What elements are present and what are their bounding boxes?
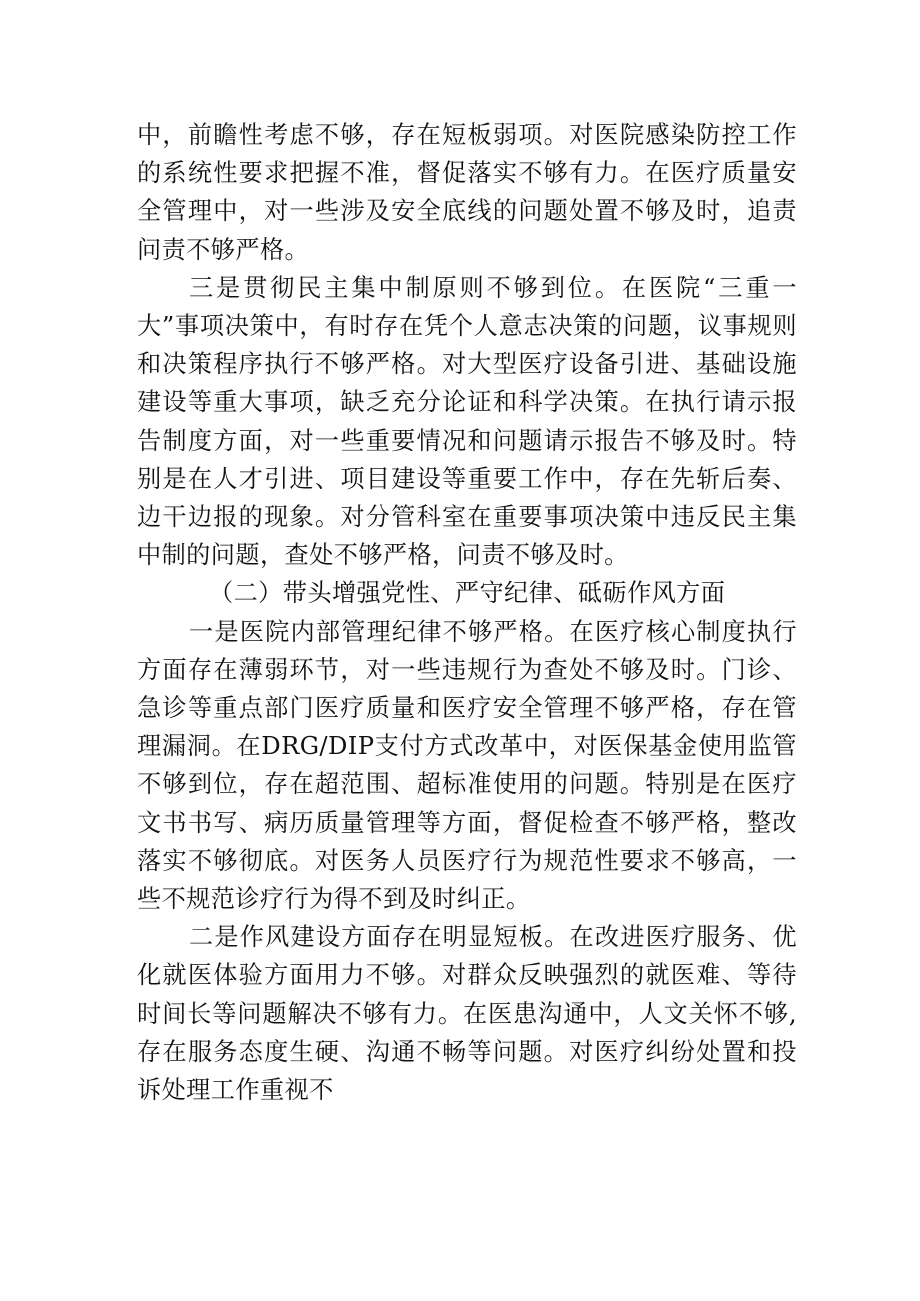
section-heading-party-discipline: （二）带头增强党性、严守纪律、砥砺作风方面 [209,579,726,608]
paragraph-continuation: 中，前瞻性考虑不够，存在短板弱项。对医院感染防控工作的系统性要求把握不准，督促落实不够有力。在医疗质量安全管理中，对一些涉及安全底线的问题处置不够及时，追责问责不够严格。 [137,121,797,264]
paragraph-work-style: 二是作风建设方面存在明显短板。在改进医疗服务、优化就医体验方面用力不够。对群众反映强烈的就医难、等待时间长等问题解决不够有力。在医患沟通中，人文关怀不够,存在服务态度生硬、沟通不畅等问题。对医疗纠纷处置和投诉处理工作重视不 [137,923,797,1105]
paragraph-democratic-centralism: 三是贯彻民主集中制原则不够到位。在医院“三重一大”事项决策中，有时存在凭个人意志决策的问题，议事规则和决策程序执行不够严格。对大型医疗设备引进、基础设施建设等重大事项，缺乏充分论证和科学决策。在执行请示报告制度方面，对一些重要情况和问题请示报告不够及时。特别是在人才引进、项目建设等重要工作中，存在先斩后奏、边干边报的现象。对分管科室在重要事项决策中违反民主集中制的问题，查处不够严格，问责不够及时。 [137,273,797,570]
document-body [137,116,797,1109]
paragraph-internal-management: 一是医院内部管理纪律不够严格。在医疗核心制度执行方面存在薄弱环节，对一些违规行为查处不够及时。门诊、急诊等重点部门医疗质量和医疗安全管理不够严格，存在管理漏洞。在DRG/DIP支付方式改革中，对医保基金使用监管不够到位，存在超范围、超标准使用的问题。特别是在医疗文书书写、病历质量管理等方面，督促检查不够严格，整改落实不够彻底。对医务人员医疗行为规范性要求不够高，一些不规范诊疗行为得不到及时纠正。 [137,617,797,914]
